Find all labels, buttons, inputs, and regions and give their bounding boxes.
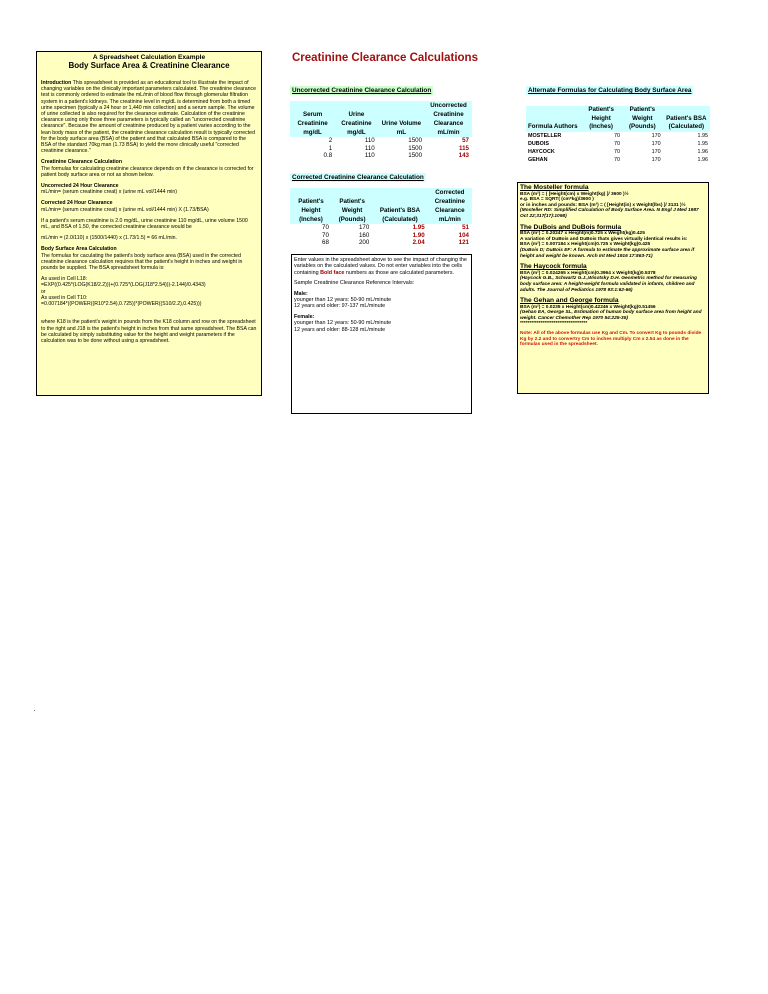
instruction-text: Enter values in the spreadsheet above to see the impact of changing the variables on the calculated values. Do not enter variables into the cells containing xyxy=(294,257,467,276)
conversion-note: Note: All of the above formulas use Kg and Cm. To convert Kg to pounds divide Kg by 2.2 and to convertry Cm to inches multiply Cm x 2.54 as done in the formulas used in the spreadsheet. xyxy=(520,331,702,348)
height-cell[interactable]: 70 xyxy=(614,149,621,156)
notes-box xyxy=(291,254,472,414)
ccc-heading: Creatinine Clearance Calculation xyxy=(41,159,123,166)
serum-creatinine-cell[interactable]: 1 xyxy=(328,144,333,152)
t10-formula: =0.007184*((POWER((R10*2.54),0.725))*(POWER((S10/2.2),0.425))) xyxy=(41,301,202,308)
uncorrected-table xyxy=(290,101,472,160)
t10-label: As used in Cell T10: xyxy=(41,294,88,301)
bsa-heading: Body Surface Area Calculation xyxy=(41,246,117,253)
clearance-cell: 115 xyxy=(459,144,469,152)
height-cell[interactable]: 70 xyxy=(322,224,329,231)
author-cell: GEHAN xyxy=(528,157,548,164)
column-header: Patient's Weight (Pounds) xyxy=(332,188,372,224)
bsa-cell: 1.95 xyxy=(412,224,425,231)
weight-cell[interactable]: 160 xyxy=(358,231,370,239)
corrected-table xyxy=(290,188,472,247)
haycock-title: The Haycock formula xyxy=(520,263,587,271)
mosteller-formula: BSA (m²) = ( [Height(cm) x Weight(kg) ]/ 3600 )½ xyxy=(520,191,629,197)
intro-panel xyxy=(36,51,262,396)
weight-cell[interactable]: 170 xyxy=(651,132,661,139)
female-reference xyxy=(294,314,469,333)
urine-creatinine-cell[interactable]: 110 xyxy=(364,137,375,144)
column-header: Patient's Height (Inches) xyxy=(290,188,332,224)
or-text: or xyxy=(41,288,46,295)
dubois-variation: A variation of DuBois and DuBois thats gives virtually identical results is: xyxy=(520,236,688,242)
weight-cell[interactable]: 170 xyxy=(651,157,661,164)
example-calc: mL/min = (2.0/110) x (1500/1440) x (1.73/1.5) = 66 mL/min. xyxy=(41,235,177,242)
urine-creatinine-cell[interactable]: 110 xyxy=(364,152,375,160)
dubois-title: The DuBois and DuBois formula xyxy=(520,223,622,231)
l18-formula: =EXP((0.425*(LOG(K18/2.2)))+(0.725*(LOG(J18*2.54)))-2.144)/0.4343) xyxy=(41,282,206,289)
clearance-cell: 121 xyxy=(458,239,469,247)
column-header: Patient's BSA (Calculated) xyxy=(372,188,427,224)
mosteller-title: The Mosteller formula xyxy=(520,184,589,191)
bsa-cell: 1.95 xyxy=(697,132,708,139)
table-row xyxy=(526,148,710,156)
ccc-section xyxy=(41,159,257,178)
weight-cell[interactable]: 170 xyxy=(651,149,661,156)
cor-text: mL/min= (serum creatinine creat) x (urine mL vol/1444 min) X (1.73/BSA) xyxy=(41,206,209,213)
formulas-box xyxy=(517,182,709,394)
serum-creatinine-cell[interactable]: 2 xyxy=(328,137,333,144)
male-range-2: 12 years and older: 97-137 mL/minute xyxy=(294,303,386,310)
male-reference xyxy=(294,291,469,310)
bsa-cell: 1.96 xyxy=(697,157,708,164)
column-header: Serum Creatinine mg/dL xyxy=(290,101,335,137)
female-range-2: 12 years and older: 88-128 mL/minute xyxy=(294,326,386,333)
column-header: Patient's Height (Inches) xyxy=(580,106,622,132)
bsa-cell: 1.96 xyxy=(697,149,708,156)
column-header: Urine Volume mL xyxy=(378,101,425,137)
alternate-table xyxy=(526,106,710,165)
mosteller-reference: (Mosteller RD: Simplified Calculation of Body Surface Area. N Engl J Med 1987 Oct 22;317(17):1098) xyxy=(520,208,699,219)
column-header: Patient's Weight (Pounds) xyxy=(622,106,663,132)
gehan-formula: BSA (m²) = 0.0235 x Height(cm)0.42246 x Weight(kg)0.51456 xyxy=(520,304,656,310)
instruction-text-2: numbers as those are calculated parameters. xyxy=(345,269,455,276)
haycock-reference: (Haycock G.B., Schwartz G.J.,Wisotsky D.H. Geometric method for measuring body surface area: A height-weight formula validated in infants, children and adults. The Journal of Pediatrics 1978 93:1:62-66) xyxy=(520,276,697,293)
urine-volume-cell[interactable]: 1500 xyxy=(408,144,423,152)
intro-title: A Spreadsheet Calculation Example xyxy=(92,54,206,61)
weight-cell[interactable]: 200 xyxy=(358,239,370,247)
table-header-row xyxy=(526,106,710,132)
table-row xyxy=(526,140,710,148)
author-cell: MOSTELLER xyxy=(528,132,562,139)
urine-creatinine-cell[interactable]: 110 xyxy=(364,144,375,152)
l18-label: As used in Cell L18: xyxy=(41,276,88,283)
table-row xyxy=(290,137,472,145)
uncorrected-section xyxy=(41,183,257,195)
gehan-reference: (Gehan EA, George SL, Estimation of human body surface area from height and weight. Cancer Chemother Rep 1970 54:225-35) xyxy=(520,310,702,321)
table-row xyxy=(526,156,710,164)
alternate-section-title: Alternate Formulas for Calculating Body Surface Area xyxy=(528,87,692,94)
corrected-section xyxy=(41,200,257,212)
mosteller-example: e.g. BSA = SQRT( (cm*kg)/3600 ) xyxy=(520,197,594,203)
column-header: Formula Authors xyxy=(526,106,580,132)
ccc-text: The formulas for calculating creatinine clearance depends on if the clearance is corrected for patient body surface area or not as shown below. xyxy=(41,165,254,178)
height-cell[interactable]: 70 xyxy=(322,231,329,239)
table-row xyxy=(290,224,472,232)
unc-heading: Uncorrected 24 Hour Clearance xyxy=(41,183,119,190)
clearance-cell: 104 xyxy=(458,231,469,239)
clearance-cell: 143 xyxy=(458,152,469,160)
cor-heading: Corrected 24 Hour Clearance xyxy=(41,200,113,207)
serum-creatinine-cell[interactable]: 0.8 xyxy=(323,152,333,160)
table-row xyxy=(526,132,710,140)
female-range-1: younger than 12 years: 50-90 mL/minute xyxy=(294,320,392,327)
page-title: Creatinine Clearance Calculations xyxy=(292,52,478,64)
bsa-cell: 2.04 xyxy=(412,239,425,247)
table-header-row xyxy=(290,101,472,137)
height-cell[interactable]: 70 xyxy=(614,157,621,164)
bold-face-label: Bold face xyxy=(320,269,345,276)
mosteller-inches: or in inches and pounds: BSA (m²) = ( [Height(in) x Weight(lbs) ]/ 3131 )½ xyxy=(520,202,686,208)
urine-volume-cell[interactable]: 1500 xyxy=(408,152,423,160)
height-cell[interactable]: 70 xyxy=(614,140,621,147)
table-row xyxy=(290,239,472,247)
dubois-formula-2: BSA (m²) = 0.007184 x Height(cm)0.725 x Weight(kg)0.425 xyxy=(520,242,651,248)
divider-stars: ************************************ xyxy=(520,321,588,327)
bsa-section xyxy=(41,246,257,271)
female-label: Female: xyxy=(294,313,315,320)
instruction-paragraph xyxy=(294,257,469,276)
corrected-section-title: Corrected Creatinine Clearance Calculation xyxy=(292,174,424,181)
intro-subtitle: Body Surface Area & Creatinine Clearance xyxy=(68,61,230,70)
height-cell[interactable]: 68 xyxy=(322,239,329,247)
column-header: Corrected Creatinine Clearance mL/min xyxy=(428,188,472,224)
table-row xyxy=(290,232,472,240)
dubois-reference: (DuBois D; DuBois EF: A formula to estimate the approximate surface area if height and weight be known. Arch Int Med 1916 17:863-71) xyxy=(520,247,695,259)
intro-paragraph xyxy=(41,80,257,154)
table-header-row xyxy=(290,188,472,224)
column-header: Urine Creatinine mg/dL xyxy=(335,101,378,137)
bsa-cell: 1.90 xyxy=(412,231,425,239)
male-label: Male: xyxy=(294,290,308,297)
author-cell: HAYCOCK xyxy=(528,149,555,156)
urine-volume-cell[interactable]: 1500 xyxy=(408,137,423,144)
height-cell[interactable]: 70 xyxy=(614,132,621,139)
clearance-cell: 57 xyxy=(462,137,469,144)
unc-text: mL/min= (serum creatinine creat) x (urine mL vol/1444 min) xyxy=(41,189,178,196)
bsa-text: The formulas for caculating the patient's body surface area (BSA) used in the corrected creatinine clearance calculation requires that the patient's height in inches and weight in pounds be supplied. The BSA spreadsheet formula is: xyxy=(41,252,243,272)
uncorrected-section-title: Uncorrected Creatinine Clearance Calculation xyxy=(292,87,432,94)
where-text: where K18 is the patient's weight in pounds from the K18 column and row on the spreadsheet to the right and J18 is the patient's height in inches from that same spreadsheet. The BSA can be calculated by simply substituting value for the height and weight parameters if the calculation was to be done without using a spreadsheet. xyxy=(41,319,257,344)
weight-cell[interactable]: 170 xyxy=(651,140,661,147)
formula-section xyxy=(41,276,257,307)
haycock-formula: BSA (m²) = 0.024265 x Height(cm)0.3964 x Weight(kg)0.5378 xyxy=(520,270,656,276)
example-text: If a patient's serum creatinine is 2.0 mg/dL, urine creatinine 110 mg/dL, urine volume 1500 mL, and BSA of 1.50, the corrected creatinine clearance would be xyxy=(41,217,248,231)
introduction-label: Introduction xyxy=(41,80,72,86)
introduction-text: This spreadsheet is provided as an educational tool to illustrate the impact of changing variables on the clinically important parameters calculated. The creatinine clearance test is commonly ordered to estimate the mL/min of blood flow through glomerular filtration system in a patient's kidneys. The creatinine level in mg/dL is determined from both a timed urine specimen (typically a 24 hour or 1,440 min collection) and a serum sample. The volume of urine collected is also required for the clearance estimate. Calculation of the creatinine clearance using only those three parameters is typically called an "uncorrected creatinine clearance". Because the amount of creatinine produced by a patient varies according to the lean body mass of the patient, the creatinine clearance calculation result is typically corrected for the body surface area (BSA) of the patient and that calculated BSA is compared to the BSA of the standard 70kg man (1.73 BSA) to yield the more clinically useful "corrected creatinine clearance." xyxy=(41,80,257,155)
column-header: Patient's BSA (Calculated) xyxy=(663,106,710,132)
bsa-cell: 1.95 xyxy=(697,140,708,147)
column-header: Uncorrected Creatinine Clearance mL/min xyxy=(425,101,472,137)
male-range-1: younger than 12 years: 50-90 mL/minute xyxy=(294,297,392,304)
table-row xyxy=(290,145,472,153)
weight-cell[interactable]: 170 xyxy=(358,224,370,231)
table-row xyxy=(290,152,472,160)
author-cell: DUBOIS xyxy=(528,140,549,147)
stray-dot xyxy=(34,710,35,711)
dubois-formula: BSA (m²) = 0.20247 x Height(m)0.725 x Weight(kg)0.425 xyxy=(520,231,645,237)
gehan-title: The Gehan and George formula xyxy=(520,297,619,305)
clearance-cell: 51 xyxy=(462,224,469,231)
reference-title: Sample Creatinine Clearance Reference Intervals: xyxy=(294,280,415,287)
